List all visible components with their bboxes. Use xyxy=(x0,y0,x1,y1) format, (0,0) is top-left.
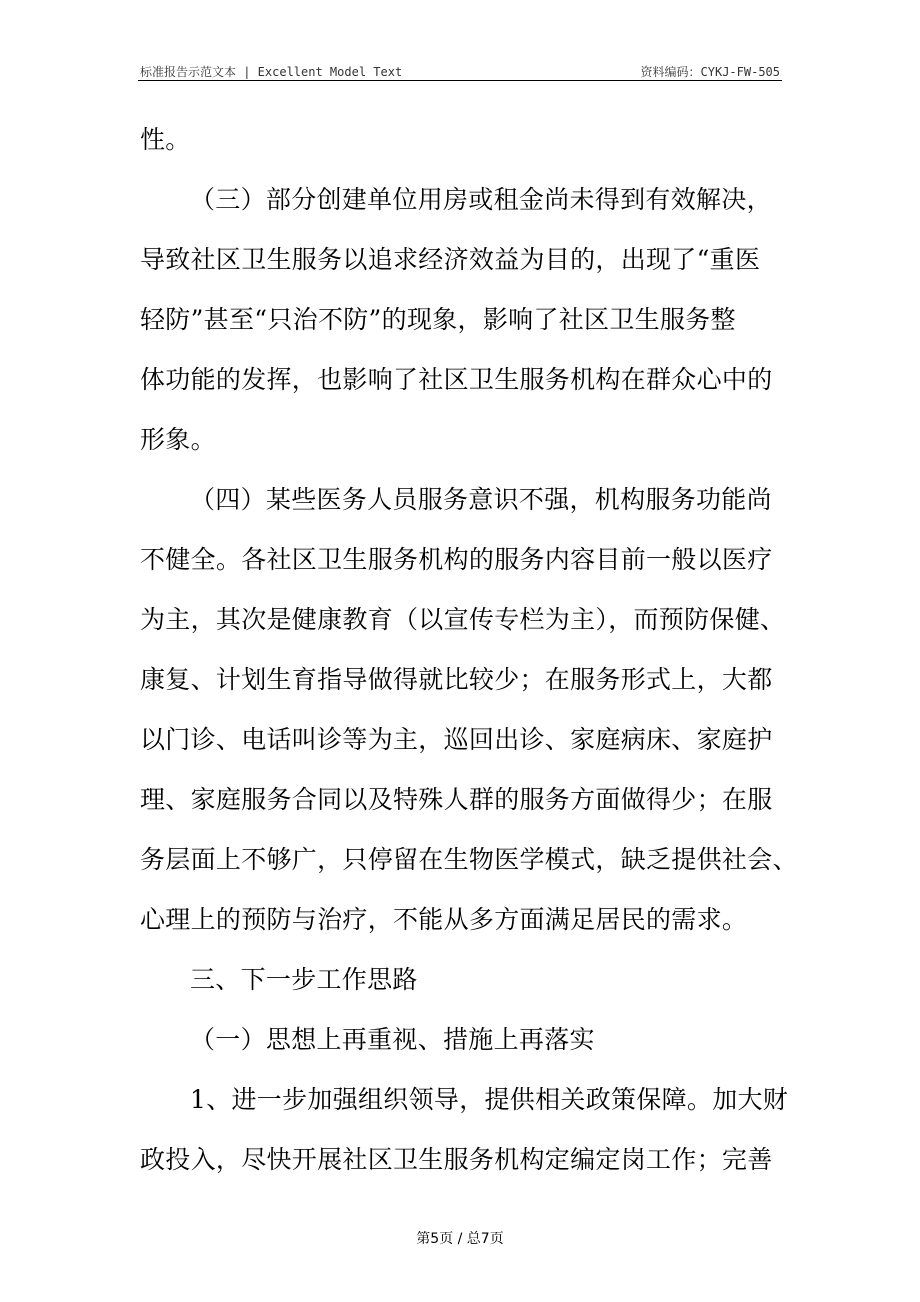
text-line: 导致社区卫生服务以追求经济效益为目的，出现了“重医 xyxy=(140,245,761,274)
page-number: 第5页 / 总7页 xyxy=(416,1231,504,1247)
page-header xyxy=(138,56,782,81)
text-line: 形象。 xyxy=(140,425,216,454)
document-code: 资料编码：CYKJ-FW-505 xyxy=(640,65,780,79)
text-line: 政投入，尽快开展社区卫生服务机构定编定岗工作；完善 xyxy=(140,1145,773,1174)
text-line: 不健全。各社区卫生服务机构的服务内容目前一般以医疗 xyxy=(140,545,773,574)
text-line: 为主，其次是健康教育（以宣传专栏为主），而预防保健、 xyxy=(140,605,786,634)
text-line: 以门诊、电话叫诊等为主，巡回出诊、家庭病床、家庭护 xyxy=(140,725,773,754)
text-line: 轻防”甚至“只治不防”的现象，影响了社区卫生服务整 xyxy=(140,305,736,334)
document-body xyxy=(140,110,798,1190)
paragraph-start-line: （四）某些医务人员服务意识不强，机构服务功能尚 xyxy=(190,485,772,514)
text-line: 理、家庭服务合同以及特殊人群的服务方面做得少；在服 xyxy=(140,785,773,814)
text-line: 务层面上不够广，只停留在生物医学模式，缺乏提供社会、 xyxy=(140,845,798,874)
header-left-text: 标准报告示范文本 | Excellent Model Text xyxy=(140,65,403,79)
paragraph-start-line: 1、进一步加强组织领导，提供相关政策保障。加大财 xyxy=(190,1085,789,1114)
text-line: 体功能的发挥，也影响了社区卫生服务机构在群众心中的 xyxy=(140,365,773,394)
section-heading: 三、下一步工作思路 xyxy=(190,965,418,994)
text-line: 性。 xyxy=(140,125,191,154)
text-line: 心理上的预防与治疗，不能从多方面满足居民的需求。 xyxy=(140,905,748,934)
paragraph-start-line: （三）部分创建单位用房或租金尚未得到有效解决， xyxy=(190,185,772,214)
text-line: 康复、计划生育指导做得就比较少；在服务形式上，大都 xyxy=(140,665,773,694)
subsection-heading: （一）思想上再重视、措施上再落实 xyxy=(190,1025,595,1054)
